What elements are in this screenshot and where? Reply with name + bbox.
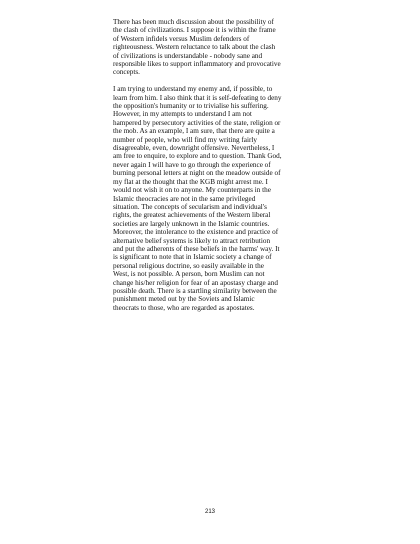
text-line: hampered by persecutory activities of the state, religion or — [113, 118, 281, 127]
text-line: would not wish it on to anyone. My counterparts in the — [113, 186, 271, 195]
paragraph — [113, 85, 313, 312]
text-line: responsible likes to support inflammatory and provocative — [113, 60, 281, 69]
text-line: theocrats to those, who are regarded as apostates. — [113, 303, 255, 312]
page-number: 213 — [204, 509, 215, 515]
text-line: concepts. — [113, 68, 140, 77]
text-line: situation. The concepts of secularism and individual's — [113, 202, 267, 211]
text-line: the opposition's humanity or to trivialise his suffering. — [113, 102, 269, 111]
text-line: change his/her religion for fear of an apostasy charge and — [113, 278, 278, 287]
paragraph — [113, 18, 313, 77]
text-line: possible death. There is a startling similarity between the — [113, 286, 277, 295]
text-line: learn from him. I also think that it is self-defeating to deny — [113, 93, 282, 102]
text-line: West, is not possible. A person, born Muslim can not — [113, 270, 265, 279]
text-line: There has been much discussion about the possibility of — [113, 18, 274, 26]
text-line: the mob. As an example, I am sure, that there are quite a — [113, 127, 275, 136]
text-line: my flat at the thought that the KGB might arrest me. I — [113, 177, 268, 186]
text-line: rights, the greatest achievements of the Western liberal — [113, 211, 271, 220]
body-text — [113, 18, 313, 312]
text-line: am free to enquire, to explore and to question. Thank God, — [113, 152, 282, 161]
text-line: and put the adherents of these beliefs in the harms' way. It — [113, 244, 280, 253]
paragraph-gap — [113, 77, 313, 85]
text-line: number of people, who will find my writing fairly — [113, 135, 257, 144]
text-line: I am trying to understand my enemy and, if possible, to — [113, 85, 273, 94]
text-line: the clash of civilizations. I suppose it is within the frame — [113, 26, 276, 35]
text-line: of civilizations is understandable - nobody sane and — [113, 51, 263, 60]
text-line: Islamic theocracies are not in the same privileged — [113, 194, 256, 203]
text-line: alternative belief systems is likely to attract retribution — [113, 236, 271, 245]
text-line: punishment meted out by the Soviets and Islamic — [113, 295, 255, 304]
text-line: of Western infidels versus Muslim defenders of — [113, 34, 250, 43]
text-line: Moreover, the intolerance to the existence and practice of — [113, 228, 279, 237]
text-line: righteousness. Western reluctance to talk about the clash — [113, 43, 276, 52]
text-line: personal religious doctrine, so easily available in the — [113, 261, 264, 270]
text-line: disagreeable, even, downright offensive. Nevertheless, I — [113, 144, 275, 153]
text-line: burning personal letters at night on the meadow outside of — [113, 169, 281, 178]
text-line: is significant to note that in Islamic society a change of — [113, 253, 272, 262]
text-line: never again I will have to go through the experience of — [113, 160, 271, 169]
text-line: However, in my attempts to understand I am not — [113, 110, 252, 119]
text-line: societies are largely unknown in the Islamic countries. — [113, 219, 270, 228]
